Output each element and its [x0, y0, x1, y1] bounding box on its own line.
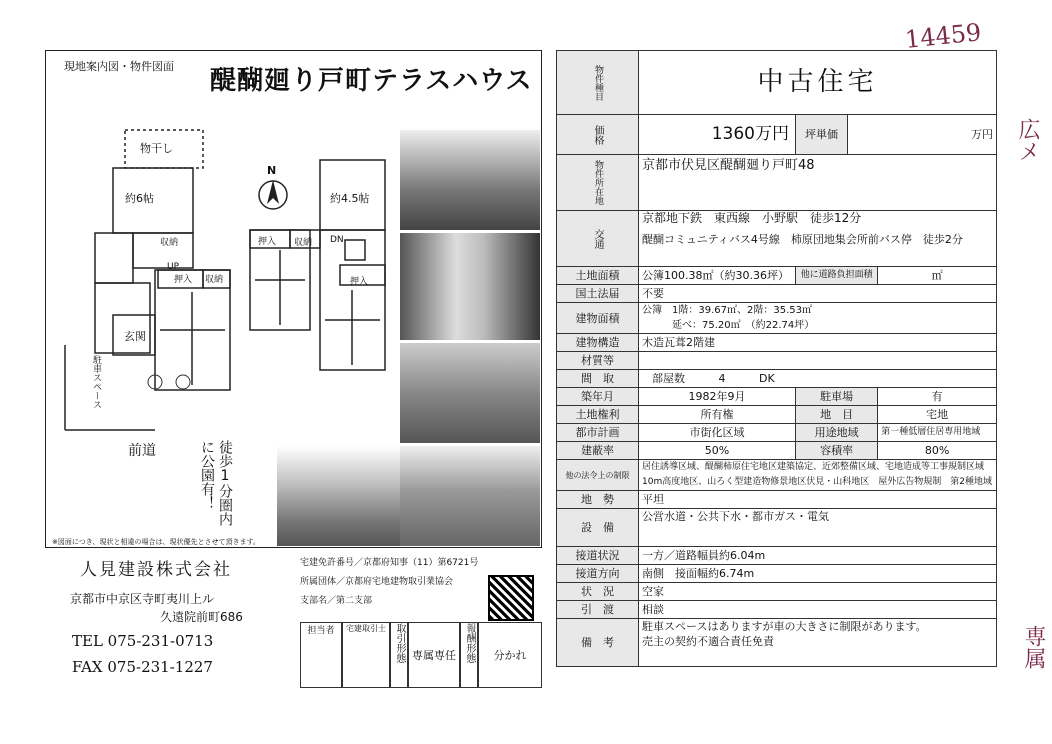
row-toshi-value: 市街化区域: [639, 424, 796, 442]
row-joukyou-label: 状 況: [557, 583, 639, 601]
floor-plan: [55, 100, 400, 445]
drawing-note: ※図面につき、現状と相違の場合は、現状優先とさせて頂きます。: [52, 538, 260, 546]
row-hourei-value-b: 10m高度地区、山ろく型建造物修景地区伏見・山科地区 屋外広告物規制 第2種地域: [642, 477, 992, 487]
label-parking: 駐車スペース: [91, 355, 101, 409]
company-tel: TEL 075-231-0713: [72, 632, 214, 650]
row-yoseki-label: 容積率: [796, 442, 878, 460]
row-hourei-value: [639, 460, 997, 491]
label-oshiire-1: 押入: [174, 275, 193, 285]
label-north: N: [267, 164, 277, 177]
handwritten-number: 14459: [903, 18, 983, 54]
row-setsudou-value: 一方／道路幅員約6.04m: [639, 547, 997, 565]
row-road-burden-value: ㎡: [878, 267, 997, 285]
row-chimoku-value: 宅地: [878, 406, 997, 424]
stamp-takken-label: 宅建取引士: [346, 624, 386, 633]
row-chisei-value: 平坦: [639, 491, 997, 509]
row-land-label: 土地面積: [557, 267, 639, 285]
label-monohoshi: 物干し: [140, 142, 173, 155]
photo-exterior: [400, 446, 540, 546]
access-line-2: 醍醐コミュニティバス4号線 柿原団地集会所前バス停 徒歩2分: [642, 233, 963, 246]
label-genkan: 玄関: [124, 330, 146, 343]
row-bikou-value-b: 売主の契約不適合責任免責: [642, 635, 774, 648]
price-value: 1360万円: [639, 115, 796, 155]
access-line-1: 京都地下鉄 東西線 小野駅 徒歩12分: [642, 211, 862, 225]
location-label: 物件所在地: [557, 155, 639, 211]
label-shuno-1: 収納: [160, 238, 179, 248]
row-kenpei-label: 建蔽率: [557, 442, 639, 460]
row-bikou-value: [639, 619, 997, 667]
row-madori-dk: DK: [759, 372, 775, 385]
row-madori-rooms-label: 部屋数: [652, 372, 685, 385]
access-cell: [639, 211, 997, 267]
label-shuno-2: 収納: [294, 238, 313, 248]
row-kenpei-value: 50%: [639, 442, 796, 460]
row-youto-value: 第一種低層住居専用地域: [878, 424, 997, 442]
row-madori-label: 間 取: [557, 370, 639, 388]
row-hikiwatashi-value: 相談: [639, 601, 997, 619]
row-structure-value: 木造瓦葺2階建: [639, 334, 997, 352]
row-houkou-value: 南側 接面幅約6.74m: [639, 565, 997, 583]
property-info-table: [556, 50, 997, 667]
label-up: UP: [167, 262, 180, 272]
row-building-value-a: 公簿 1階：39.67㎡、2階：35.53㎡: [642, 305, 812, 316]
label-shuno-3: 収納: [205, 275, 224, 285]
qr-code: [488, 575, 534, 621]
row-parking-value: 有: [878, 388, 997, 406]
label-oshiire-3: 押入: [350, 277, 369, 287]
location-value: 京都市伏見区醍醐廻り戸町48: [639, 155, 997, 211]
handwritten-mark: 広メ: [1015, 118, 1040, 162]
association: 所属団体／京都府宅地建物取引業協会: [300, 577, 454, 587]
company-address-2: 久遠院前町686: [160, 610, 243, 624]
photo-interior-3: [400, 343, 540, 443]
map-caption: 現地案内図・物件図面: [64, 60, 174, 73]
row-structure-label: 建物構造: [557, 334, 639, 352]
price-label: 価格: [557, 115, 639, 155]
park-note: 徒歩1分圏内に公園有！: [199, 440, 233, 526]
row-right-value: 所有権: [639, 406, 796, 424]
row-building-value-b: 延べ：75.20㎡ （約22.74坪）: [672, 320, 815, 331]
row-madori-count: 4: [718, 372, 726, 385]
stamp-hoshu-label: 報酬形態: [464, 623, 475, 663]
stamp-torihiki-label: 取引形態: [394, 623, 405, 663]
row-houkou-label: 接道方向: [557, 565, 639, 583]
access-label: 交通: [557, 211, 639, 267]
tsubo-label: 坪単価: [796, 115, 848, 155]
row-kokudo-value: 不要: [639, 285, 997, 303]
stamp-wakare: [478, 622, 542, 688]
bath: [95, 233, 133, 283]
company-name: 人見建設株式会社: [80, 560, 232, 580]
stamp-senzoku: [408, 622, 460, 688]
row-building-label: 建物面積: [557, 303, 639, 334]
row-bikou-value-a: 駐車スペースはありますが車の大きさに制限があります。: [642, 620, 927, 633]
row-madori-value: [639, 370, 997, 388]
stamp-wakare-label: 分かれ: [493, 649, 527, 662]
label-room-45jo: 約4.5帖: [330, 192, 370, 205]
row-setsudou-label: 接道状況: [557, 547, 639, 565]
row-hourei-label: 他の法令上の制限: [557, 460, 639, 491]
label-road: 前道: [128, 443, 156, 459]
row-hikiwatashi-label: 引 渡: [557, 601, 639, 619]
row-material-label: 材質等: [557, 352, 639, 370]
branch: 支部名／第二支部: [300, 596, 373, 606]
photo-interior-2: [400, 233, 540, 340]
stamp-hoshu: [460, 622, 478, 688]
tsubo-unit: 万円: [848, 115, 997, 155]
row-setsubi-label: 設 備: [557, 509, 639, 547]
row-land-value: 公簿100.38㎡（約30.36坪）: [639, 267, 796, 285]
type-value: 中古住宅: [639, 51, 997, 115]
photo-interior-1: [400, 130, 540, 230]
row-toshi-label: 都市計画: [557, 424, 639, 442]
stamp-tanto-label: 担当者: [307, 626, 335, 636]
label-room-6jo: 約6帖: [125, 192, 154, 205]
row-built-label: 築年月: [557, 388, 639, 406]
row-joukyou-value: 空家: [639, 583, 997, 601]
row-hourei-value-a: 居住誘導区域、醍醐柿原住宅地区建築協定、近郊整備区域、宅地造成等工事規制区域: [642, 462, 985, 472]
stamp-tanto: [300, 622, 342, 688]
row-yoseki-value: 80%: [878, 442, 997, 460]
row-road-burden-label: 他に道路負担面積: [796, 267, 878, 285]
row-youto-label: 用途地域: [796, 424, 878, 442]
row-bikou-label: 備 考: [557, 619, 639, 667]
row-parking-label: 駐車場: [796, 388, 878, 406]
row-chimoku-label: 地 目: [796, 406, 878, 424]
license-number: 宅建免許番号／京都府知事（11）第6721号: [300, 558, 479, 568]
row-right-label: 土地権利: [557, 406, 639, 424]
label-dn: DN: [330, 235, 344, 245]
row-built-value: 1982年9月: [639, 388, 796, 406]
company-address-1: 京都市中京区寺町夷川上ル: [70, 592, 215, 606]
row-chisei-label: 地 勢: [557, 491, 639, 509]
label-oshiire-2: 押入: [258, 237, 277, 247]
row-setsubi-value: 公営水道・公共下水・都市ガス・電気: [639, 509, 997, 547]
row-building-value: [639, 303, 997, 334]
property-title: 醍醐廻り戸町テラスハウス: [210, 66, 533, 96]
handwritten-mark-2: 専属: [1021, 625, 1046, 669]
row-kokudo-label: 国土法届: [557, 285, 639, 303]
photo-park: [277, 446, 400, 546]
stamp-takken: [342, 622, 390, 688]
stamp-senzoku-label: 専属専任: [412, 649, 456, 662]
row-material-value: [639, 352, 997, 370]
type-label: 物件種目: [557, 51, 639, 115]
stamp-torihiki: [390, 622, 408, 688]
company-fax: FAX 075-231-1227: [72, 658, 213, 676]
